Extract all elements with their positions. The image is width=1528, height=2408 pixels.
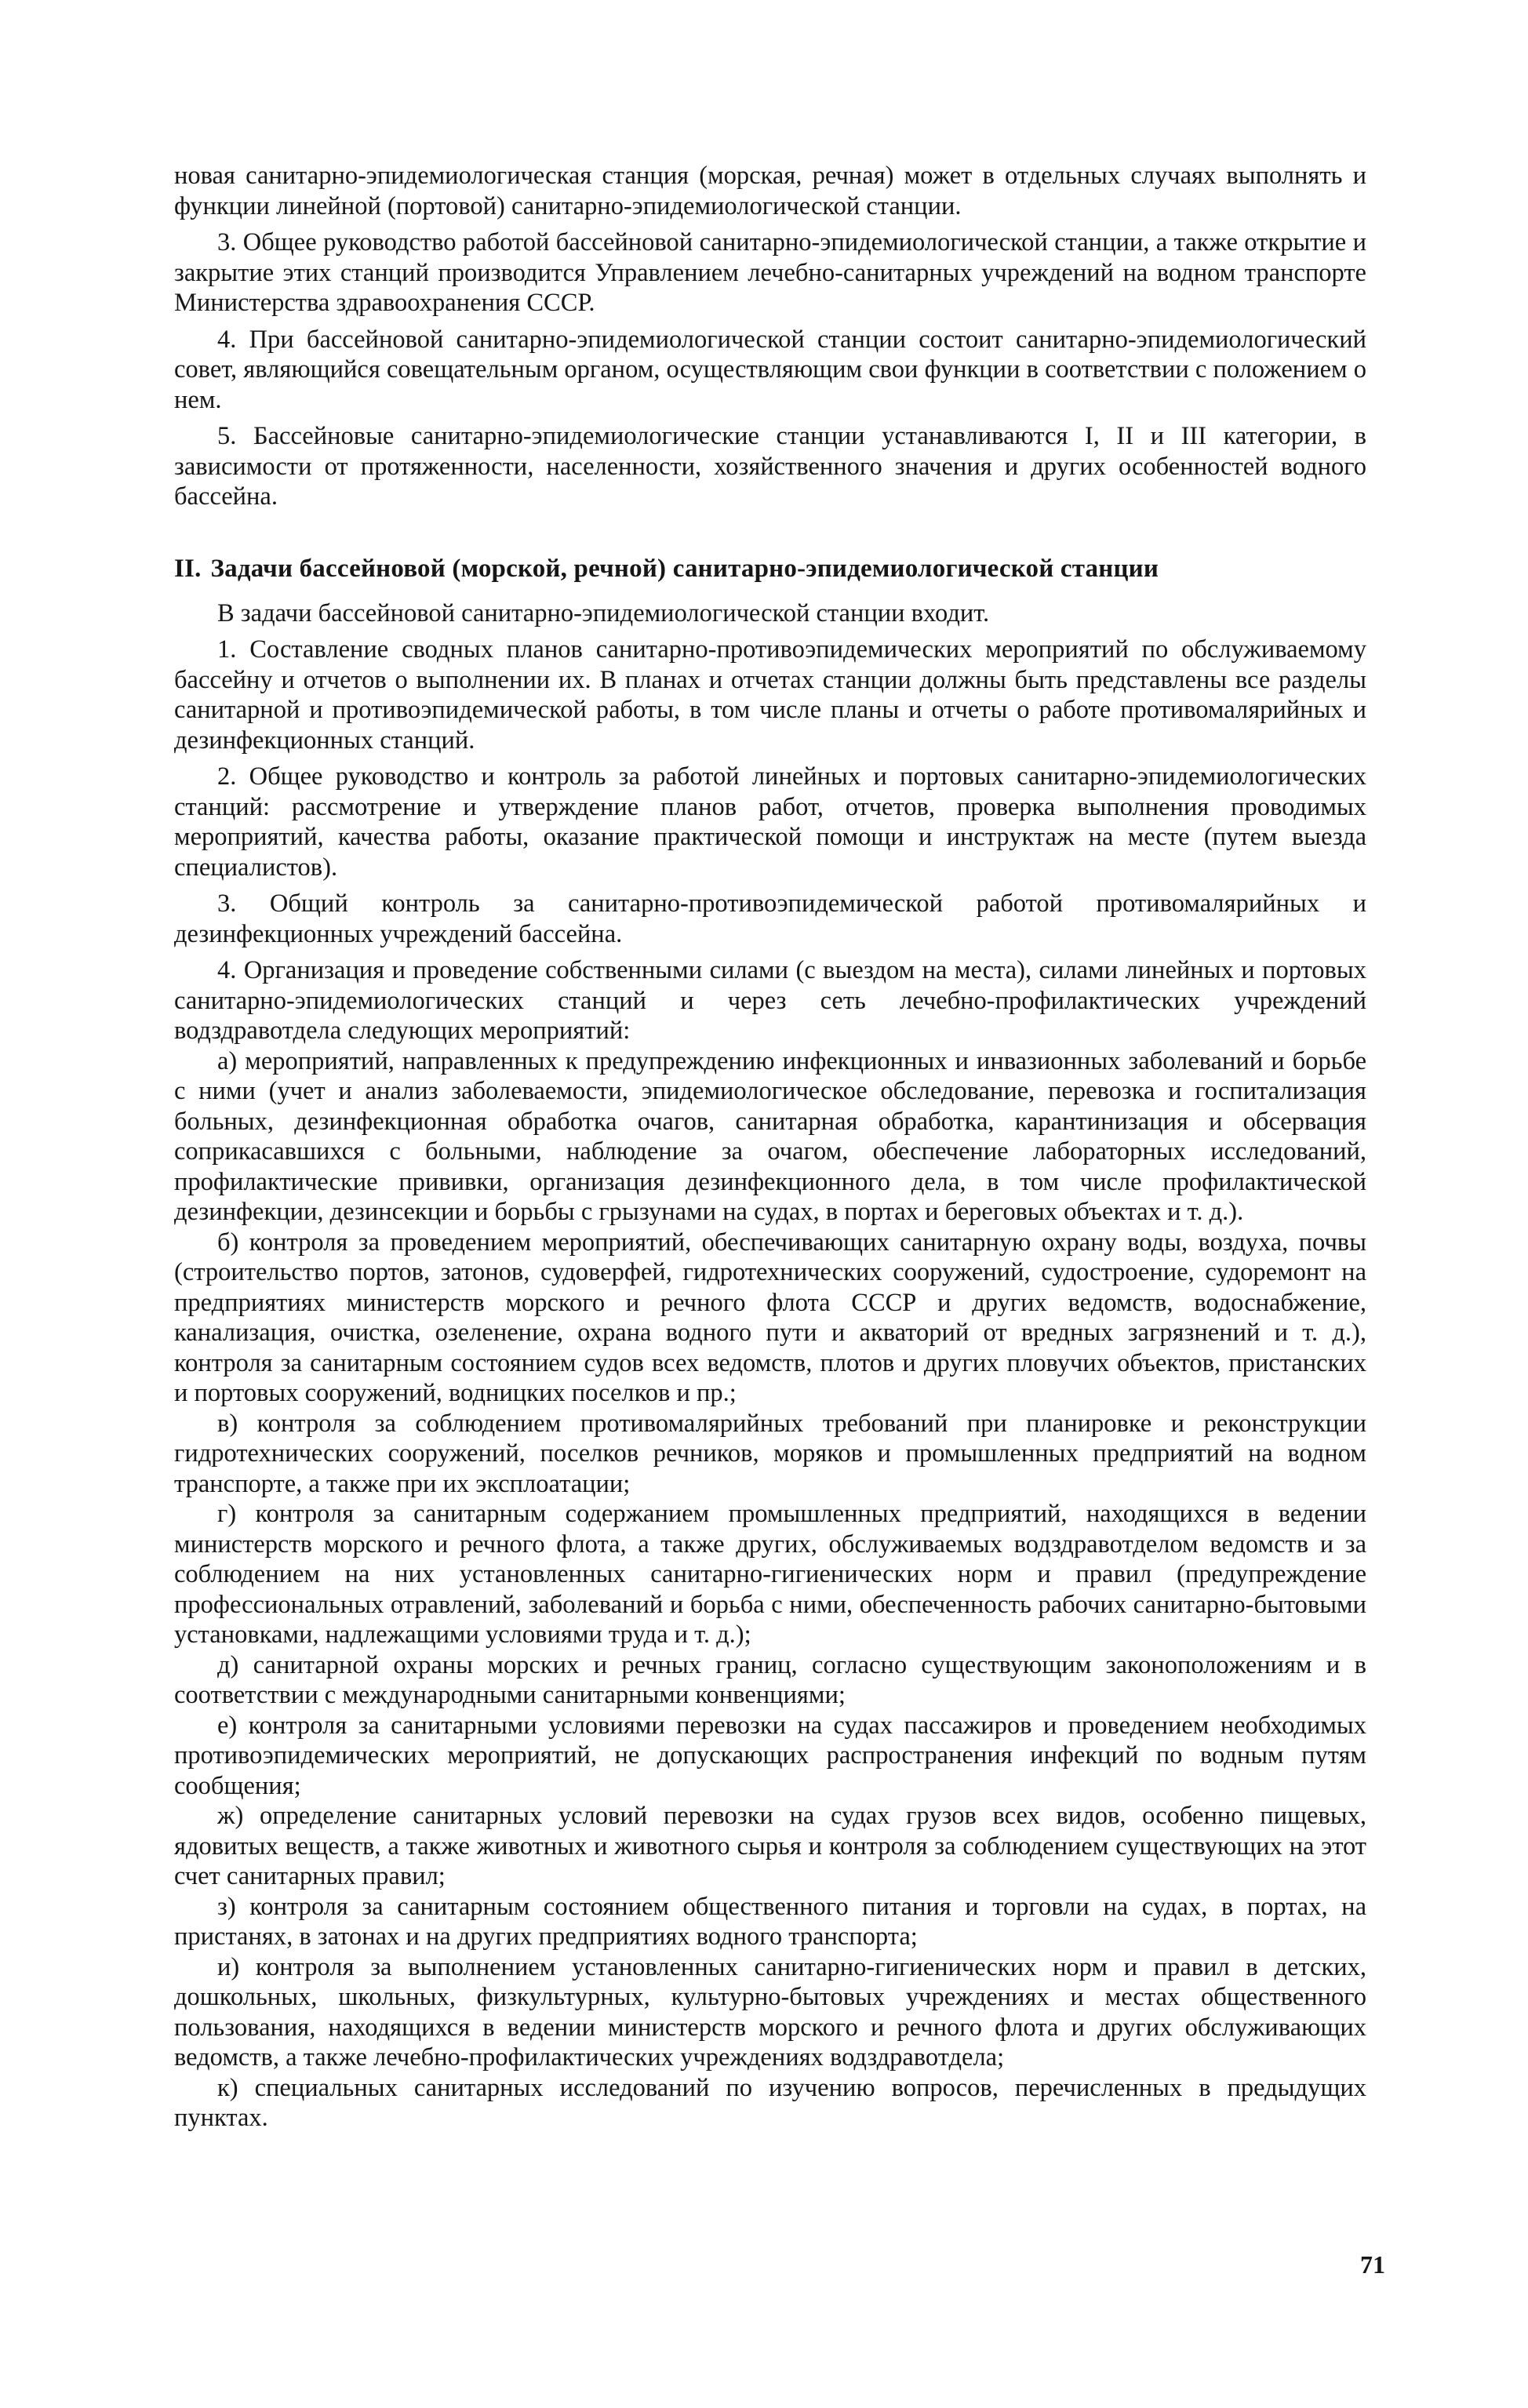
paragraph-subitem-v: в) контроля за соблюдением противомалярийных требований при планировке и реконструкции гидротехнических сооружений, поселков речников, моряков и промышленных предприятий на водном транспорте, а также при их эксплоатации; <box>174 1409 1366 1498</box>
paragraph-item-3: 3. Общее руководство работой бассейновой санитарно-эпидемиологической станции, а также открытие и закрытие этих станций производится Управлением лечебно-санитарных учреждений на водном транспорте Министерства здравоохранения СССР. <box>174 228 1366 317</box>
section-title: Задачи бассейновой (морской, речной) санитарно-эпидемиологической станции <box>210 554 1159 583</box>
paragraph-item-5: 5. Бассейновые санитарно-эпидемиологические станции устанавливаются I, II и III категории, в зависимости от протяженности, населенности, хозяйственного значения и других особенностей водного бассейна. <box>174 422 1366 511</box>
paragraph-continuation: новая санитарно-эпидемиологическая станция (морская, речная) может в отдельных случаях выполнять и функции линейной (портовой) санитарно-эпидемиологической станции. <box>174 162 1366 220</box>
paragraph-subitem-d: д) санитарной охраны морских и речных границ, согласно существующим законоположениям и в соответствии с международными санитарными конвенциями; <box>174 1650 1366 1709</box>
section-heading <box>174 553 1366 584</box>
section-number: II. <box>174 554 202 583</box>
paragraph-task-2: 2. Общее руководство и контроль за работой линейных и портовых санитарно-эпидемиологических станций: рассмотрение и утверждение планов работ, отчетов, проверка выполнения проводимых мероприятий, качества работы, оказание практической помощи и инструктаж на месте (путем выезда специалистов). <box>174 762 1366 882</box>
paragraph-subitem-a: а) мероприятий, направленных к предупреждению инфекционных и инвазионных заболеваний и борьбе с ними (учет и анализ заболеваемости, эпидемиологическое обследование, перевозка и госпитализация больных, дезинфекционная обработка очагов, санитарная обработка, карантинизация и обсервация соприкасавшихся с больными, наблюдение за очагом, обеспечение лабораторных исследований, профилактические прививки, организация дезинфекционного дела, в том числе профилактической дезинфекции, дезинсекции и борьбы с грызунами на судах, в портах и береговых объектах и т. д.). <box>174 1046 1366 1226</box>
paragraph-subitem-k: к) специальных санитарных исследований по изучению вопросов, перечисленных в предыдущих пунктах. <box>174 2073 1366 2132</box>
paragraph-subitem-g: г) контроля за санитарным содержанием промышленных предприятий, находящихся в ведении министерств морского и речного флота, а также других, обслуживаемых водздравотделом ведомств и за соблюдением на них установленных санитарно-гигиенических норм и правил (предупреждение профессиональных отравлений, заболеваний и борьба с ними, обеспеченность рабочих санитарно-бытовыми установками, надлежащими условиями труда и т. д.); <box>174 1500 1366 1649</box>
paragraph-item-4: 4. При бассейновой санитарно-эпидемиологической станции состоит санитарно-эпидемиологический совет, являющийся совещательным органом, осуществляющим свои функции в соответствии с положением о нем. <box>174 325 1366 414</box>
paragraph-subitem-e: е) контроля за санитарными условиями перевозки на судах пассажиров и проведением необходимых противоэпидемических мероприятий, не допускающих распространения инфекций по водным путям сообщения; <box>174 1711 1366 1800</box>
paragraph-section-intro: В задачи бассейновой санитарно-эпидемиологической станции входит. <box>217 598 990 627</box>
paragraph-subitem-i: и) контроля за выполнением установленных санитарно-гигиенических норм и правил в детских, дошкольных, школьных, физкультурных, культурно-бытовых учреждениях и местах общественного пользования, находящихся в ведении министерств морского и речного флота и других обслуживающих ведомств, а также лечебно-профилактических учреждениях водздравотдела; <box>174 1952 1366 2072</box>
paragraph-task-3: 3. Общий контроль за санитарно-противоэпидемической работой противомалярийных и дезинфекционных учреждений бассейна. <box>174 889 1366 948</box>
page-number: 71 <box>1360 2250 1385 2279</box>
paragraph-task-1: 1. Составление сводных планов санитарно-противоэпидемических мероприятий по обслуживаемому бассейну и отчетов о выполнении их. В планах и отчетах станции должны быть представлены все разделы санитарной и противоэпидемической работы, в том числе планы и отчеты о работе противомалярийных и дезинфекционных станций. <box>174 635 1366 755</box>
paragraph-subitem-b: б) контроля за проведением мероприятий, обеспечивающих санитарную охрану воды, воздуха, почвы (строительство портов, затонов, судоверфей, гидротехнических сооружений, судостроение, судоремонт на предприятиях министерств морского и речного флота СССР и других ведомств, водоснабжение, канализация, очистка, озеленение, охрана водного пути и акваторий от вредных загрязнений и т. д.), контроля за санитарным состоянием судов всех ведомств, плотов и других пловучих объектов, пристанских и портовых сооружений, водницких поселков и пр.; <box>174 1228 1366 1407</box>
paragraph-task-4: 4. Организация и проведение собственными силами (с выездом на места), силами линейных и портовых санитарно-эпидемиологических станций и через сеть лечебно-профилактических учреждений водздравотдела следующих мероприятий: <box>174 956 1366 1045</box>
document-page <box>174 161 1366 2133</box>
paragraph-subitem-z: з) контроля за санитарным состоянием общественного питания и торговли на судах, в портах, на пристанях, в затонах и на других предприятиях водного транспорта; <box>174 1892 1366 1951</box>
paragraph-subitem-zh: ж) определение санитарных условий перевозки на судах грузов всех видов, особенно пищевых, ядовитых веществ, а также животных и животного сырья и контроля за соблюдением существующих на этот счет санитарных правил; <box>174 1802 1366 1890</box>
